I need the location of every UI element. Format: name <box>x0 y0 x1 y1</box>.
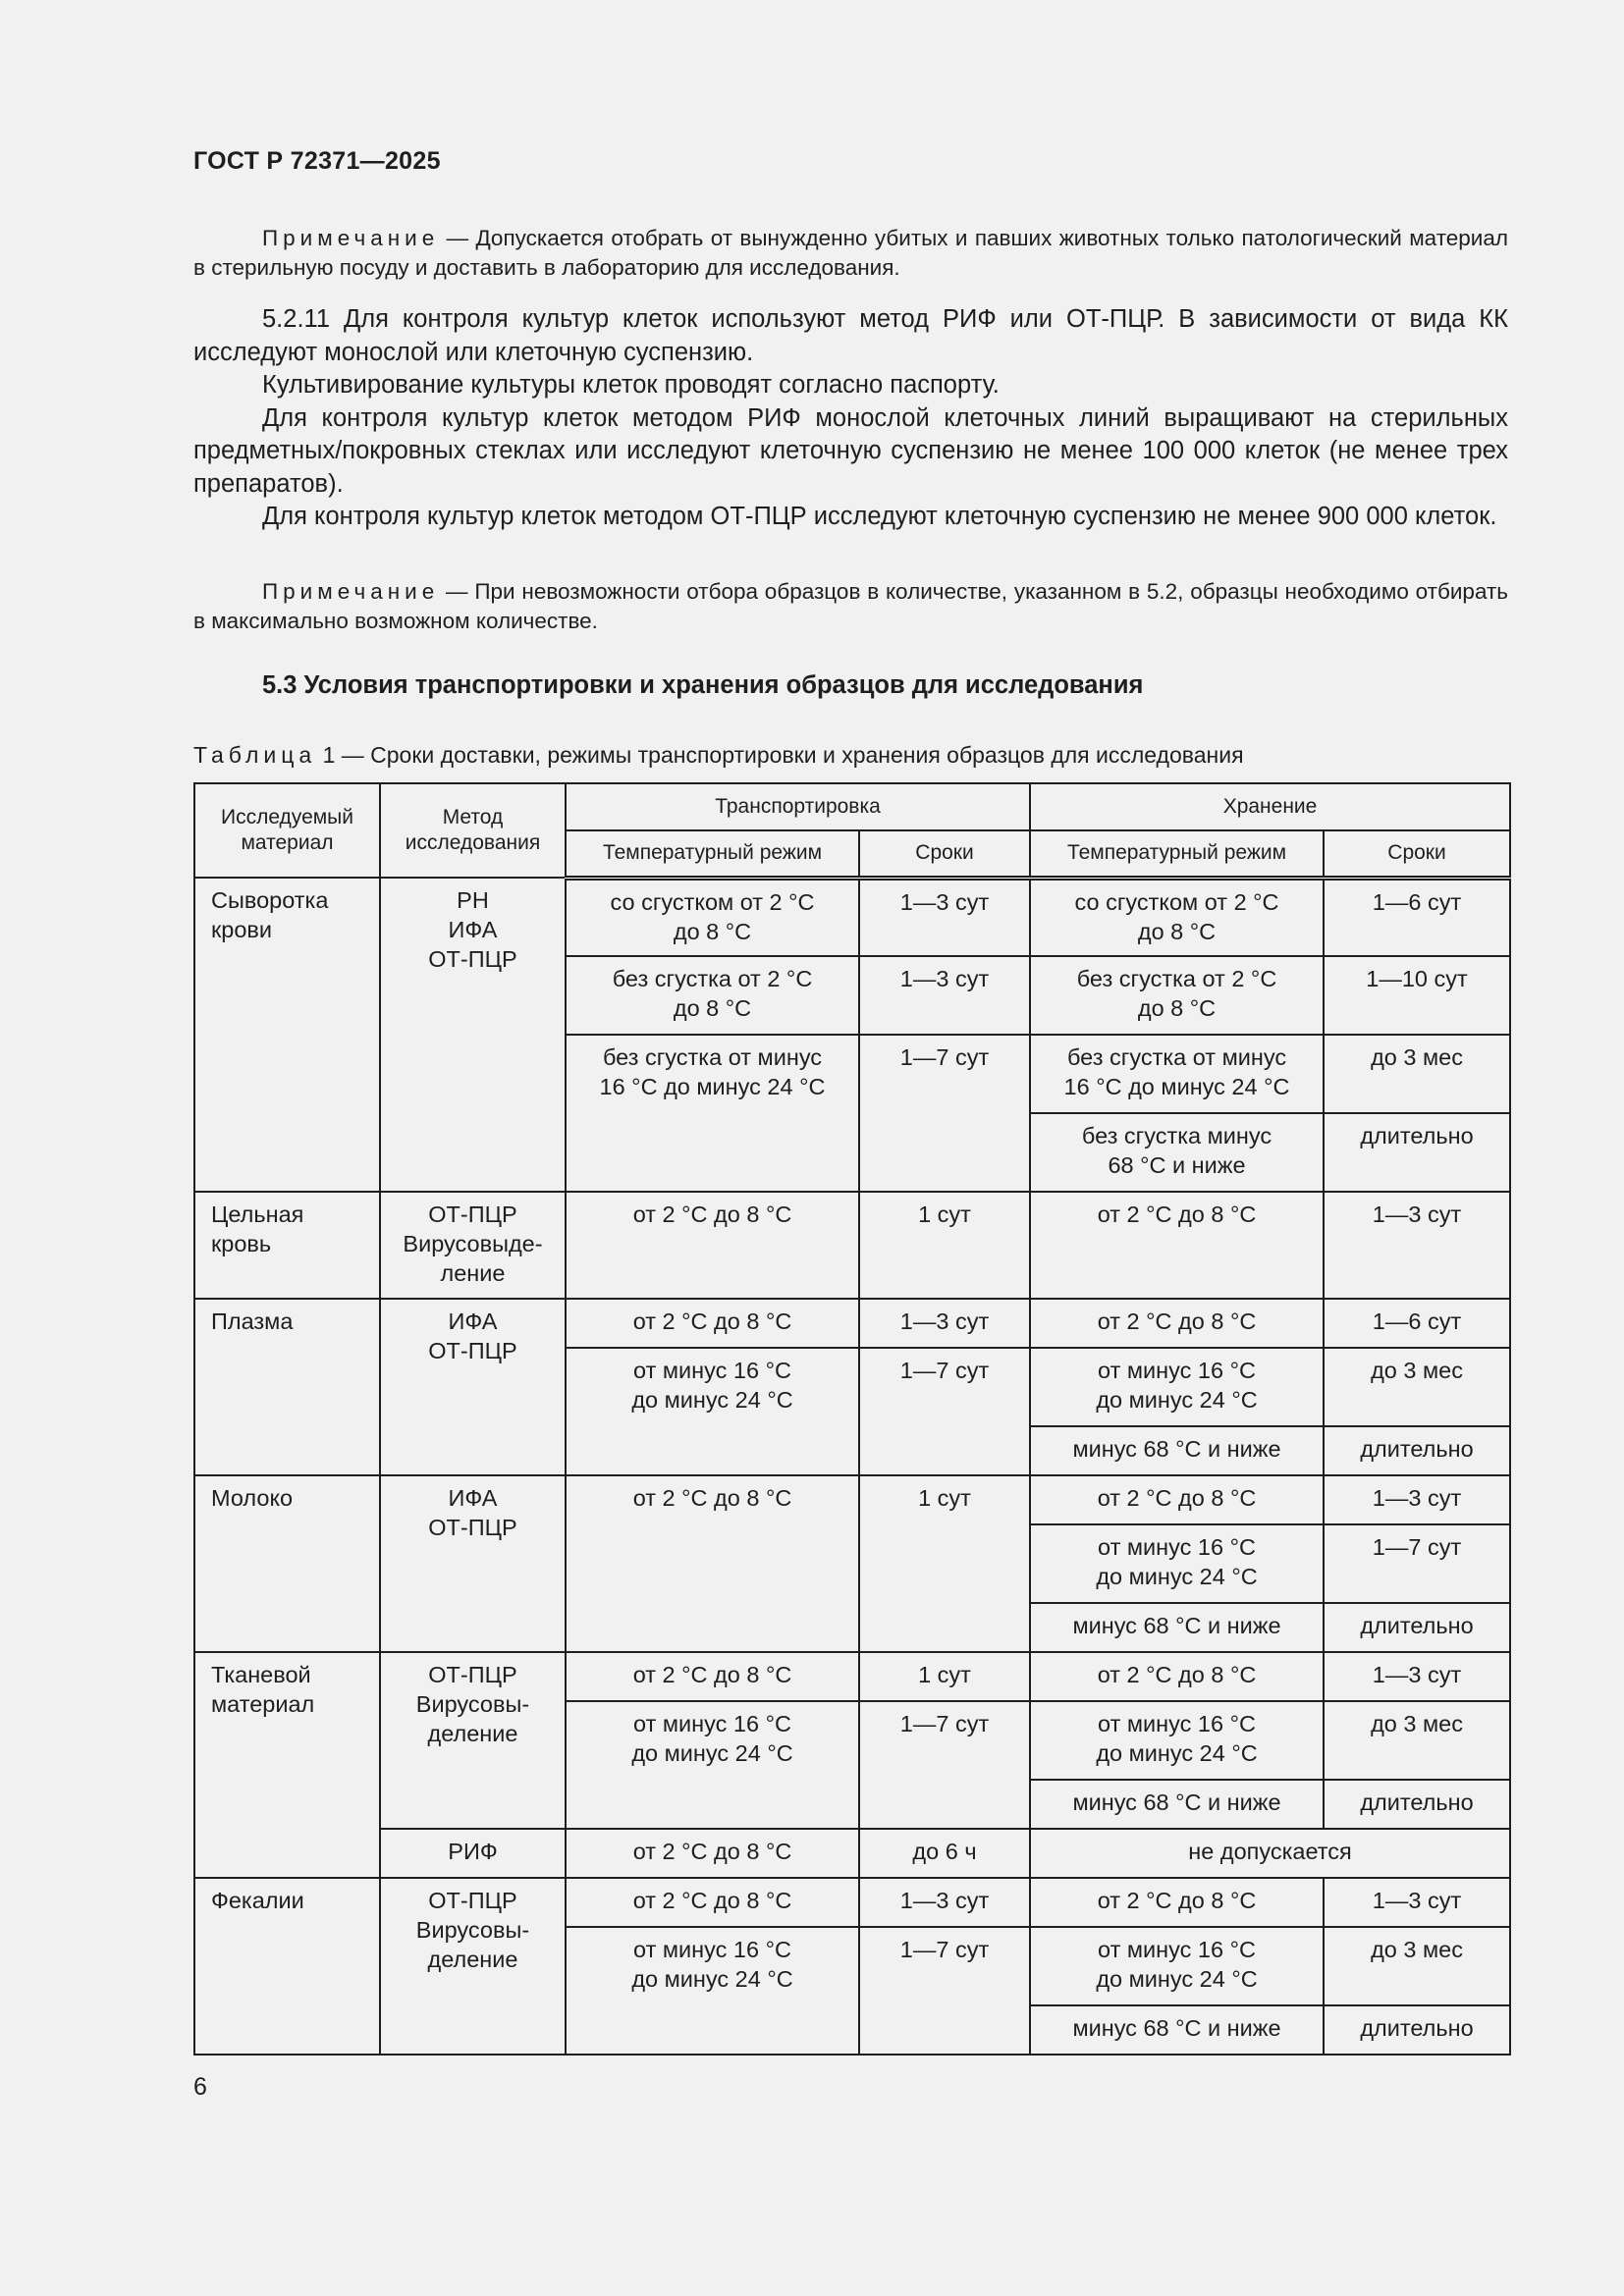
cell-storage-term: 1—3 сут <box>1324 1192 1510 1299</box>
cell-material: Молоко <box>194 1475 380 1652</box>
cell-transport-temp: от 2 °С до 8 °С <box>566 1299 859 1348</box>
cell-storage-temp: от 2 °С до 8 °С <box>1030 1878 1324 1927</box>
cell-material: Фекалии <box>194 1878 380 2055</box>
cell-storage-term: 1—7 сут <box>1324 1524 1510 1603</box>
cell-storage-term: длительно <box>1324 1780 1510 1829</box>
cell-transport-term: до 6 ч <box>859 1829 1030 1878</box>
cell-storage-term: 1—6 сут <box>1324 1299 1510 1348</box>
table-caption-text: 1 — Сроки доставки, режимы транспортировки и хранения образцов для исследования <box>316 742 1244 768</box>
cell-method: ОТ-ПЦР Вирусовы- деление <box>380 1652 566 1829</box>
table-row <box>194 1652 1510 1701</box>
note-text: — При невозможности отбора образцов в количестве, указанном в 5.2, образцы необходимо отбирать в максимально возможном количестве. <box>193 579 1508 633</box>
cell-storage-temp: минус 68 °С и ниже <box>1030 1780 1324 1829</box>
cell-storage-temp: от 2 °С до 8 °С <box>1030 1475 1324 1524</box>
cell-storage-temp: без сгустка минус 68 °С и ниже <box>1030 1113 1324 1192</box>
cell-storage-term: до 3 мес <box>1324 1348 1510 1426</box>
cell-storage-temp: от 2 °С до 8 °С <box>1030 1652 1324 1701</box>
header-material: Исследуемый материал <box>194 783 380 878</box>
cell-transport-term: 1—3 сут <box>859 956 1030 1035</box>
header-storage-terms: Сроки <box>1324 830 1510 878</box>
header-storage: Хранение <box>1030 783 1510 830</box>
cell-transport-term: 1 сут <box>859 1475 1030 1652</box>
table-row <box>194 1192 1510 1299</box>
table-row <box>194 1475 1510 1524</box>
cell-material: Плазма <box>194 1299 380 1475</box>
cell-method: ОТ-ПЦР Вирусовы- деление <box>380 1878 566 2055</box>
cell-storage-temp: минус 68 °С и ниже <box>1030 2005 1324 2055</box>
table-row <box>194 1299 1510 1348</box>
header-storage-temp: Температурный режим <box>1030 830 1324 878</box>
cell-transport-temp: от минус 16 °С до минус 24 °С <box>566 1701 859 1829</box>
cell-storage-temp: минус 68 °С и ниже <box>1030 1426 1324 1475</box>
cell-transport-temp: от 2 °С до 8 °С <box>566 1475 859 1652</box>
cell-method: РН ИФА ОТ-ПЦР <box>380 878 566 1192</box>
cell-transport-temp: от минус 16 °С до минус 24 °С <box>566 1348 859 1475</box>
header-method: Метод исследования <box>380 783 566 878</box>
cell-storage-temp: минус 68 °С и ниже <box>1030 1603 1324 1652</box>
header-transport-terms: Сроки <box>859 830 1030 878</box>
cell-transport-term: 1—3 сут <box>859 878 1030 956</box>
cell-material: Сыворотка крови <box>194 878 380 1192</box>
note-label: Примечание <box>262 226 440 250</box>
cell-storage-term: длительно <box>1324 1113 1510 1192</box>
cell-storage-temp: без сгустка от 2 °С до 8 °С <box>1030 956 1324 1035</box>
cell-transport-temp: со сгустком от 2 °С до 8 °С <box>566 878 859 956</box>
cell-transport-temp: от 2 °С до 8 °С <box>566 1652 859 1701</box>
header-transport: Транспортировка <box>566 783 1030 830</box>
cell-transport-term: 1—3 сут <box>859 1299 1030 1348</box>
paragraph: Культивирование культуры клеток проводят согласно паспорту. <box>262 371 1000 399</box>
table-row <box>194 1878 1510 1927</box>
note-label: Примечание <box>262 579 440 604</box>
cell-transport-temp: без сгустка от 2 °С до 8 °С <box>566 956 859 1035</box>
cell-storage-temp: от минус 16 °С до минус 24 °С <box>1030 1348 1324 1426</box>
document-header: ГОСТ Р 72371—2025 <box>193 147 441 175</box>
cell-transport-term: 1 сут <box>859 1652 1030 1701</box>
cell-method: РИФ <box>380 1829 566 1878</box>
cell-transport-temp: от минус 16 °С до минус 24 °С <box>566 1927 859 2055</box>
table-caption <box>193 742 1244 769</box>
cell-transport-term: 1—7 сут <box>859 1927 1030 2055</box>
header-transport-temp: Температурный режим <box>566 830 859 878</box>
cell-transport-term: 1—7 сут <box>859 1701 1030 1829</box>
clause-5-2-11 <box>193 303 1508 534</box>
cell-storage-term: 1—3 сут <box>1324 1652 1510 1701</box>
cell-storage-term: 1—3 сут <box>1324 1878 1510 1927</box>
cell-transport-term: 1—7 сут <box>859 1348 1030 1475</box>
section-heading: 5.3 Условия транспортировки и хранения образцов для исследования <box>262 671 1144 699</box>
cell-storage-temp: от минус 16 °С до минус 24 °С <box>1030 1524 1324 1603</box>
paragraph: 5.2.11 Для контроля культур клеток используют метод РИФ или ОТ-ПЦР. В зависимости от вида КК исследуют монослой или клеточную суспензию. <box>193 305 1508 366</box>
paragraph: Для контроля культур клеток методом ОТ-ПЦР исследуют клеточную суспензию не менее 900 000 клеток. <box>262 503 1497 530</box>
cell-method: ИФА ОТ-ПЦР <box>380 1299 566 1475</box>
note-1 <box>193 224 1508 283</box>
cell-transport-temp: от 2 °С до 8 °С <box>566 1878 859 1927</box>
cell-material: Цельная кровь <box>194 1192 380 1299</box>
cell-transport-temp: без сгустка от минус 16 °С до минус 24 °С <box>566 1035 859 1192</box>
cell-storage-temp: от 2 °С до 8 °С <box>1030 1192 1324 1299</box>
page-number: 6 <box>193 2073 207 2101</box>
cell-storage-term: длительно <box>1324 1603 1510 1652</box>
cell-transport-temp: от 2 °С до 8 °С <box>566 1192 859 1299</box>
cell-storage-term: 1—10 сут <box>1324 956 1510 1035</box>
table-row <box>194 878 1510 956</box>
paragraph: Для контроля культур клеток методом РИФ монослой клеточных линий выращивают на стерильных предметных/покровных стеклах или исследуют клеточную суспензию не менее 100 000 клеток (не менее трех препаратов). <box>193 403 1508 498</box>
cell-storage-term: до 3 мес <box>1324 1035 1510 1113</box>
note-2 <box>193 577 1508 636</box>
cell-storage-term: до 3 мес <box>1324 1927 1510 2005</box>
cell-storage-term: длительно <box>1324 2005 1510 2055</box>
cell-method: ИФА ОТ-ПЦР <box>380 1475 566 1652</box>
cell-storage-temp: без сгустка от минус 16 °С до минус 24 °С <box>1030 1035 1324 1113</box>
cell-storage-term: до 3 мес <box>1324 1701 1510 1780</box>
cell-material: Тканевой материал <box>194 1652 380 1878</box>
cell-storage-temp: от минус 16 °С до минус 24 °С <box>1030 1927 1324 2005</box>
note-text: — Допускается отобрать от вынужденно убитых и павших животных только патологический материал в стерильную посуду и доставить в лабораторию для исследования. <box>193 226 1508 280</box>
cell-storage-merged: не допускается <box>1030 1829 1510 1878</box>
table-row <box>194 1829 1510 1878</box>
cell-transport-term: 1—3 сут <box>859 1878 1030 1927</box>
cell-storage-temp: от 2 °С до 8 °С <box>1030 1299 1324 1348</box>
cell-method: ОТ-ПЦР Вирусовыде- ление <box>380 1192 566 1299</box>
cell-storage-temp: со сгустком от 2 °С до 8 °С <box>1030 878 1324 956</box>
transport-storage-table <box>193 782 1511 2056</box>
table-caption-label: Таблица <box>193 742 317 768</box>
cell-transport-temp: от 2 °С до 8 °С <box>566 1829 859 1878</box>
cell-storage-term: 1—3 сут <box>1324 1475 1510 1524</box>
cell-storage-temp: от минус 16 °С до минус 24 °С <box>1030 1701 1324 1780</box>
cell-transport-term: 1—7 сут <box>859 1035 1030 1192</box>
cell-transport-term: 1 сут <box>859 1192 1030 1299</box>
cell-storage-term: длительно <box>1324 1426 1510 1475</box>
cell-storage-term: 1—6 сут <box>1324 878 1510 956</box>
